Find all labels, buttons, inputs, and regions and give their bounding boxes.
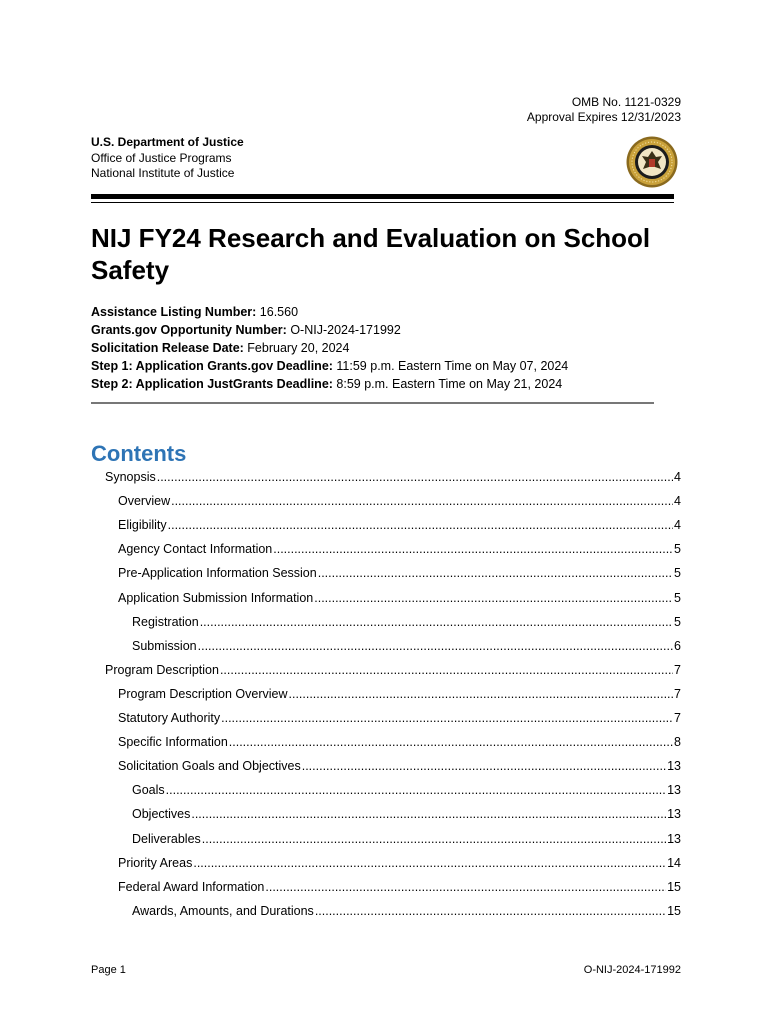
toc-leader-dots [289,686,674,702]
toc-entry-title: Awards, Amounts, and Durations [132,903,314,918]
toc-entry-title: Overview [118,494,171,509]
toc-entry[interactable] [118,710,681,726]
meta-label: Grants.gov Opportunity Number: [91,323,287,337]
toc-entry-page: 8 [674,735,681,750]
toc-entry-page: 7 [674,662,681,677]
meta-divider [91,402,654,404]
toc-leader-dots [302,758,666,774]
toc-entry[interactable] [118,855,681,871]
toc-leader-dots [315,903,666,919]
omb-number: OMB No. 1121-0329 [571,95,681,109]
toc-entry-page: 13 [667,783,681,798]
toc-entry-title: Goals [132,783,165,798]
toc-entry-title: Deliverables [132,831,201,846]
toc-leader-dots [198,638,673,654]
toc-entry[interactable] [118,758,681,774]
meta-label: Solicitation Release Date: [91,341,244,355]
toc-entry-page: 13 [667,759,681,774]
toc-entry-title: Agency Contact Information [118,542,273,557]
institute-name: National Institute of Justice [91,166,235,180]
footer-page-number: Page 1 [91,964,126,976]
meta-row [91,321,568,339]
contents-heading: Contents [91,441,187,466]
meta-value: 16.560 [256,305,299,319]
meta-value: O-NIJ-2024-171992 [286,323,401,337]
toc-entry-title: Program Description [105,662,219,677]
toc-leader-dots [220,662,673,678]
toc-entry[interactable] [118,517,681,533]
toc-entry[interactable] [132,903,681,919]
toc-entry-title: Federal Award Information [118,879,265,894]
toc-entry-page: 5 [674,542,681,557]
toc-entry-page: 6 [674,638,681,653]
toc-leader-dots [168,517,673,533]
toc-entry[interactable] [118,565,681,581]
toc-leader-dots [202,831,666,847]
toc-entry[interactable] [118,493,681,509]
toc-entry-title: Pre-Application Information Session [118,566,317,581]
toc-entry[interactable] [118,686,681,702]
header-rule-thin [91,202,674,203]
toc-leader-dots [318,565,673,581]
toc-entry-page: 7 [674,711,681,725]
toc-entry-page: 15 [667,903,681,918]
toc-entry-page: 4 [674,494,681,509]
toc-entry-page: 4 [674,470,681,484]
toc-entry-title: Specific Information [118,735,228,750]
toc-entry-title: Priority Areas [118,855,193,870]
solicitation-meta [91,303,568,393]
toc-leader-dots [265,879,666,895]
office-name: Office of Justice Programs [91,150,232,165]
toc-entry-page: 5 [674,566,681,581]
meta-row [91,303,568,321]
meta-label: Step 2: Application JustGrants Deadline: [91,377,333,391]
toc-leader-dots [171,493,673,509]
toc-entry[interactable] [118,541,681,557]
meta-row [91,339,568,357]
toc-leader-dots [200,614,673,630]
approval-expires: Approval Expires 12/31/2023 [526,110,681,124]
toc-leader-dots [191,806,666,822]
footer-doc-id: O-NIJ-2024-171992 [583,964,681,976]
toc-entry-page: 7 [674,686,681,701]
toc-entry-page: 4 [674,518,681,533]
toc-leader-dots [157,469,673,485]
document-title: NIJ FY24 Research and Evaluation on School Safety [91,223,651,285]
meta-label: Step 1: Application Grants.gov Deadline: [91,359,333,373]
toc-leader-dots [221,710,673,726]
toc-entry-title: Application Submission Information [118,590,314,605]
toc-leader-dots [229,734,673,750]
toc-entry-title: Registration [132,614,199,629]
meta-value: 11:59 p.m. Eastern Time on May 07, 2024 [332,359,569,373]
toc-entry-title: Submission [132,638,197,653]
toc-entry[interactable] [132,614,681,630]
toc-entry[interactable] [118,590,681,606]
toc-entry-page: 13 [667,831,681,846]
toc-entry-page: 5 [674,614,681,629]
toc-entry[interactable] [132,806,681,822]
toc-entry-page: 14 [667,855,681,870]
meta-row [91,375,568,393]
toc-entry-title: Eligibility [118,518,167,533]
toc-leader-dots [273,541,673,557]
toc-entry-title: Solicitation Goals and Objectives [118,759,301,774]
omb-info [527,95,681,125]
toc-entry[interactable] [118,734,681,750]
toc-entry[interactable] [105,469,681,485]
meta-label: Assistance Listing Number: [91,305,257,319]
toc-entry-page: 15 [667,879,681,894]
department-name: U.S. Department of Justice [91,135,244,149]
toc-entry-page: 5 [674,590,681,605]
toc-entry[interactable] [132,782,681,798]
toc-entry-page: 13 [667,807,681,822]
doj-seal-icon [626,136,678,188]
toc-leader-dots [166,782,666,798]
agency-block [91,135,244,182]
header-rule-thick [91,194,674,199]
meta-value: February 20, 2024 [243,341,350,355]
toc-leader-dots [193,855,666,871]
toc-entry-title: Synopsis [105,470,156,484]
meta-row [91,357,568,375]
toc-entry-title: Statutory Authority [118,711,221,725]
toc-leader-dots [314,590,673,606]
toc-entry[interactable] [132,831,681,847]
meta-value: 8:59 p.m. Eastern Time on May 21, 2024 [332,377,563,391]
toc-entry-title: Objectives [132,807,191,822]
toc-entry[interactable] [118,879,681,895]
toc-entry[interactable] [105,662,681,678]
toc-entry-title: Program Description Overview [118,686,288,701]
toc-entry[interactable] [132,638,681,654]
